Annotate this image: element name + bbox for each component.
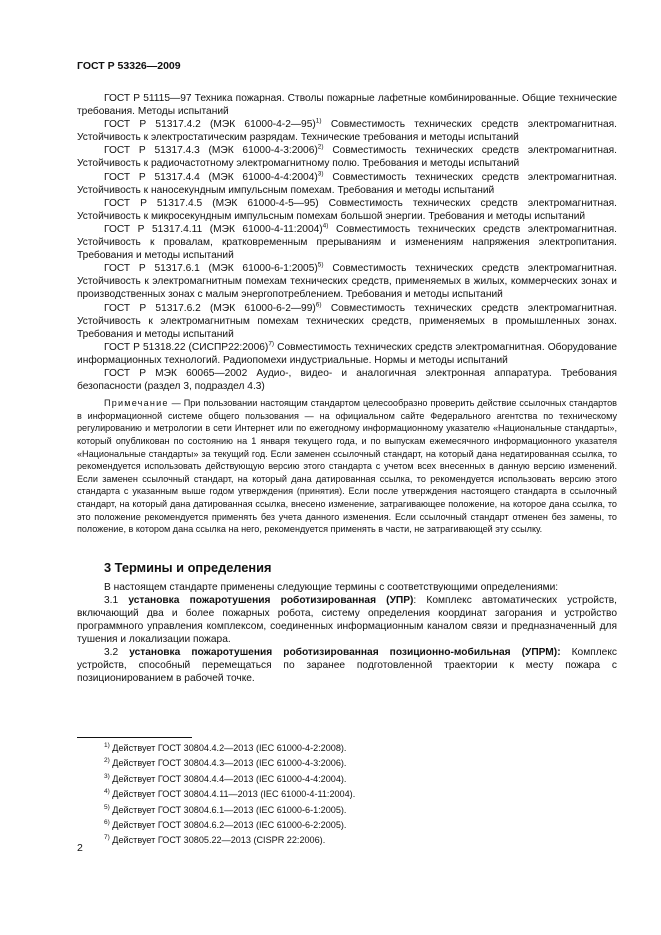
footnote-text: Действует ГОСТ 30804.4.11—2013 (IEC 61000-4-11:2004). [109,789,356,800]
reference-code: ГОСТ Р 51317.6.1 (МЭК 61000-6-1:2005) [104,263,318,275]
footnote-text: Действует ГОСТ 30805.22—2013 (CISPR 22:2006). [109,835,326,846]
footnote-item [104,818,604,833]
note-label: Примечание [104,398,169,409]
footnote-mark: 1) [104,741,110,749]
footnote-text: Действует ГОСТ 30804.4.3—2013 (IEC 61000-4-3:2006). [109,758,347,769]
term-name: установка пожаротушения роботизированная позиционно-мобильная (УПРМ): [129,647,561,659]
reference-item [77,144,617,170]
footnote-item [104,803,604,818]
term-text: Комплекс устройств, способный перемещаться по заранее подготовленной траектории к месту пожара с позиционированием в рабочей точке. [77,647,618,685]
term-number: 3.1 [104,594,129,606]
section-intro: В настоящем стандарте применены следующие термины с соответствующими определениями: [104,581,559,593]
term-text: : Комплекс автоматических устройств, включающий два и более пожарных робота, систему определения координат загорания и устройство программного управления комплексом, соединенных информационным каналом связи и предназначенный для тушения и локализации пожара. [77,594,618,646]
footnote-item [104,787,604,802]
reference-text: Совместимость технических средств электромагнитная. Устойчивость к радиочастотному электромагнитному полю. Требования и методы испытаний [77,145,617,170]
footnote-mark: 5) [104,803,110,811]
reference-code: ГОСТ Р 51317.4.4 (МЭК 61000-4-4:2004) [104,171,318,183]
term-definition [77,594,617,646]
footnote-ref[interactable]: 5) [317,261,324,269]
footnote-text: Действует ГОСТ 30804.4.2—2013 (IEC 61000-4-2:2008). [109,743,347,753]
footnote-mark: 3) [104,772,110,780]
reference-code: ГОСТ Р 51317.4.11 (МЭК 61000-4-11:2004) [104,223,323,235]
footnote-ref[interactable]: 6) [315,301,322,309]
section-title: 3 Термины и определения [104,559,272,575]
reference-item [77,171,617,197]
footnote-ref[interactable]: 2) [317,143,324,151]
footnote-item [104,741,604,756]
main-content [77,92,617,685]
note-text: — При пользовании настоящим стандартом целесообразно проверить действие ссылочных стандартов в информационной системе общего пользования — на официальном сайте Федерального агентства по техническому регулированию и метрологии в сети Интернет или по ежегодному информационному указателю «Национальные стандарты», который опубликован по состоянию на 1 января текущего года, и по выпускам ежемесячного информационного указателя «Национальные стандарты» за текущий год. Если заменен ссылочный стандарт, на который дана недатированная ссылка, то рекомендуется использовать действующую версию этого стандарта с учетом всех внесенных в данную версию изменений. Если заменен ссылочный стандарт, на который дана датированная ссылка, то рекомендуется использовать версию этого стандарта с указанным выше годом утверждения (принятия). Если после утверждения настоящего стандарта в ссылочный стандарт, на который дана датированная ссылка, внесено изменение, затрагивающее положение, на которое дана ссылка, то это положение рекомендуется применять без учета данного изменения. Если ссылочный стандарт отменен без замены, то положение, в котором дана ссылка на него, рекомендуется применять в части, не затрагивающей эту ссылку. [77,398,617,535]
footnote-mark: 6) [104,819,110,826]
footnote-text: Действует ГОСТ 30804.6.1—2013 (IEC 61000-6-1:2005). [109,804,347,815]
page-header: ГОСТ Р 53326—2009 [77,60,181,72]
reference-item [77,341,617,367]
footnote-ref[interactable]: 4) [322,222,329,230]
footnote-item [104,772,604,787]
footnote-mark: 2) [104,757,110,765]
footnote-ref[interactable]: 1) [315,117,322,125]
reference-item [77,367,617,393]
reference-item [77,118,617,144]
note-paragraph [77,397,617,536]
reference-text: Совместимость технических средств электромагнитная. Устойчивость к электромагнитным помехам технических средств, применяемых в жилых, коммерческих зонах и производственных зонах с малым энергопотреблением. Требования и методы испытаний [77,263,617,301]
footnote-ref[interactable]: 3) [317,170,324,178]
reference-text: ГОСТ Р МЭК 60065—2002 Аудио-, видео- и аналогичная электронная аппаратура. Требования безопасности (раздел 3, подраздел 4.3) [77,367,617,393]
footnote-text: Действует ГОСТ 30804.6.2—2013 (IEC 61000-6-2:2005). [109,820,347,831]
reference-text: Совместимость технических средств электромагнитная. Устойчивость к провалам, кратковременным прерываниям и изменениям напряжения электропитания. Требования и методы испытаний [77,223,617,262]
reference-code: ГОСТ Р 51317.4.3 (МЭК 61000-4-3:2006) [104,145,318,157]
term-name: установка пожаротушения роботизированная (УПР) [128,594,414,606]
reference-text: Совместимость технических средств электромагнитная. Устойчивость к электростатическим разрядам. Технические требования и методы испытаний [77,119,617,144]
reference-item [77,223,617,262]
reference-text: Совместимость технических средств электромагнитная. Устойчивость к наносекундным импульсным помехам. Требования и методы испытаний [77,171,617,196]
term-number: 3.2 [104,647,130,659]
footnote-text: Действует ГОСТ 30804.4.4—2013 (IEC 61000-4-4:2004). [109,773,347,784]
footnote-divider [77,737,192,738]
reference-code: ГОСТ Р 51318.22 (СИСПР22:2006) [104,341,269,353]
reference-code: ГОСТ Р 51317.4.2 (МЭК 61000-4-2—95) [104,119,316,131]
page-number: 2 [77,842,83,854]
references-list [77,92,617,393]
footnotes [104,741,604,849]
footnote-mark: 4) [104,788,110,796]
reference-code: ГОСТ Р 51317.6.2 (МЭК 61000-6-2—99) [104,302,316,314]
footnote-item [104,833,604,848]
reference-item [77,262,617,301]
footnote-mark: 7) [104,834,110,842]
reference-text: Совместимость технических средств электромагнитная. Устойчивость к электромагнитным помехам технических средств, применяемых в промышленных зонах. Требования и методы испытаний [77,302,617,340]
term-definition [77,646,617,685]
reference-text: ГОСТ Р 51317.4.5 (МЭК 61000-4-5—95) Совместимость технических средств электромагнитная. Устойчивость к микросекундным импульсным помехам большой энергии. Требования и методы испытаний [77,197,617,222]
footnote-ref[interactable]: 7) [268,340,275,348]
reference-item [77,197,617,223]
reference-item [77,302,617,341]
reference-text: ГОСТ Р 51115—97 Техника пожарная. Стволы пожарные лафетные комбинированные. Общие технические требования. Методы испытаний [77,93,617,118]
footnote-item [104,756,604,771]
reference-item [77,92,617,118]
reference-text: Совместимость технических средств электромагнитная. Оборудование информационных технологий. Радиопомехи индустриальные. Нормы и методы испытаний [77,341,617,366]
